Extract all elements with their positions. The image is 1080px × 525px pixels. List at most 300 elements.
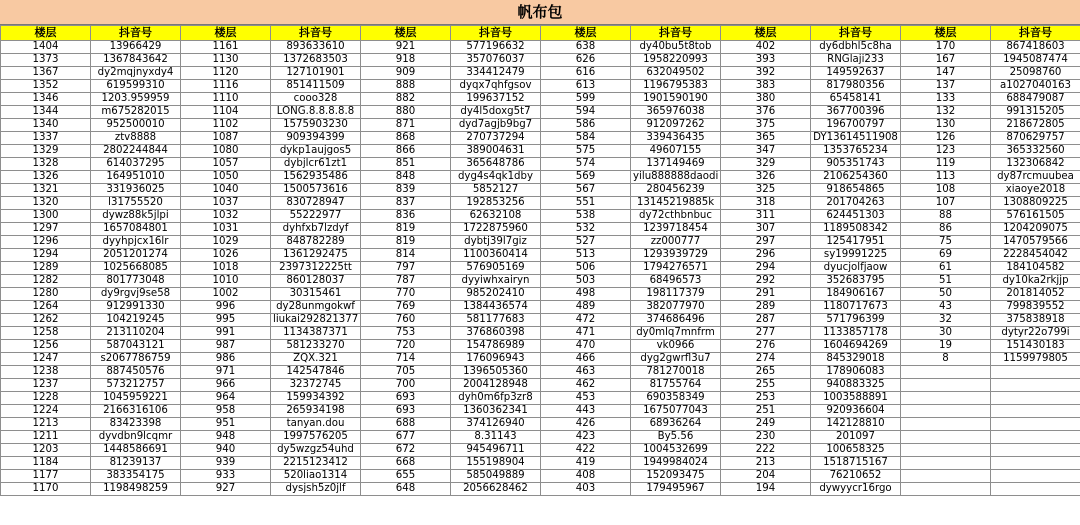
cell-floor[interactable]: 1297: [1, 223, 91, 236]
cell-floor[interactable]: 1256: [1, 340, 91, 353]
cell-douyin-id[interactable]: dyyiwhxairyn: [451, 275, 541, 288]
cell-douyin-id[interactable]: 632049502: [631, 67, 721, 80]
cell-douyin-id[interactable]: 331936025: [91, 184, 181, 197]
cell-douyin-id[interactable]: 142547846: [271, 366, 361, 379]
cell-douyin-id[interactable]: xiaoye2018: [991, 184, 1080, 197]
cell-floor[interactable]: 329: [721, 158, 811, 171]
cell-floor[interactable]: 714: [361, 353, 451, 366]
cell-floor[interactable]: 1352: [1, 80, 91, 93]
cell-douyin-id[interactable]: 520liao1314: [271, 470, 361, 483]
cell-douyin-id[interactable]: DY13614511908: [811, 132, 901, 145]
cell-douyin-id[interactable]: 376860398: [451, 327, 541, 340]
cell-douyin-id[interactable]: dyhfxb7lzdyf: [271, 223, 361, 236]
cell-floor[interactable]: 194: [721, 483, 811, 496]
cell-douyin-id[interactable]: 1372683503: [271, 54, 361, 67]
cell-floor[interactable]: 69: [901, 249, 991, 262]
cell-douyin-id[interactable]: 905351743: [811, 158, 901, 171]
cell-floor[interactable]: 1238: [1, 366, 91, 379]
cell-floor[interactable]: 1344: [1, 106, 91, 119]
cell-floor[interactable]: 1237: [1, 379, 91, 392]
cell-douyin-id[interactable]: 159934392: [271, 392, 361, 405]
cell-floor[interactable]: 851: [361, 158, 451, 171]
cell-floor[interactable]: 569: [541, 171, 631, 184]
cell-douyin-id[interactable]: 585049889: [451, 470, 541, 483]
cell-douyin-id[interactable]: 2166316106: [91, 405, 181, 418]
cell-douyin-id[interactable]: 213110204: [91, 327, 181, 340]
cell-douyin-id[interactable]: 1367843642: [91, 54, 181, 67]
cell-douyin-id[interactable]: 1003588891: [811, 392, 901, 405]
cell-floor[interactable]: 1087: [181, 132, 271, 145]
cell-floor[interactable]: 86: [901, 223, 991, 236]
cell-floor[interactable]: 43: [901, 301, 991, 314]
cell-douyin-id[interactable]: 2397312225tt: [271, 262, 361, 275]
cell-floor[interactable]: 1032: [181, 210, 271, 223]
cell-floor[interactable]: 289: [721, 301, 811, 314]
cell-floor[interactable]: 871: [361, 119, 451, 132]
cell-floor[interactable]: 927: [181, 483, 271, 496]
cell-floor[interactable]: 1203: [1, 444, 91, 457]
cell-floor[interactable]: 575: [541, 145, 631, 158]
cell-floor[interactable]: 574: [541, 158, 631, 171]
cell-floor[interactable]: 958: [181, 405, 271, 418]
cell-floor[interactable]: 61: [901, 262, 991, 275]
cell-floor[interactable]: 50: [901, 288, 991, 301]
column-header-douyin-id[interactable]: 抖音号: [991, 26, 1080, 41]
cell-douyin-id[interactable]: By5.56: [631, 431, 721, 444]
cell-douyin-id[interactable]: 952500010: [91, 119, 181, 132]
cell-floor[interactable]: 1040: [181, 184, 271, 197]
cell-douyin-id[interactable]: dy40bu5t8tob: [631, 41, 721, 54]
cell-floor[interactable]: 797: [361, 262, 451, 275]
cell-floor[interactable]: 253: [721, 392, 811, 405]
cell-douyin-id[interactable]: 137149469: [631, 158, 721, 171]
cell-douyin-id[interactable]: 127101901: [271, 67, 361, 80]
cell-floor[interactable]: 380: [721, 93, 811, 106]
cell-douyin-id[interactable]: dysjsh5z0jlf: [271, 483, 361, 496]
cell-douyin-id[interactable]: a1027040163: [991, 80, 1080, 93]
cell-douyin-id[interactable]: 624451303: [811, 210, 901, 223]
cell-floor[interactable]: 613: [541, 80, 631, 93]
cell-floor[interactable]: 1018: [181, 262, 271, 275]
cell-douyin-id[interactable]: dy4l5doxg5t7: [451, 106, 541, 119]
cell-douyin-id[interactable]: 49607155: [631, 145, 721, 158]
column-header-floor[interactable]: 楼层: [901, 26, 991, 41]
cell-douyin-id[interactable]: dy9rgvj9se58: [91, 288, 181, 301]
cell-floor[interactable]: 274: [721, 353, 811, 366]
cell-douyin-id[interactable]: 918654865: [811, 184, 901, 197]
cell-floor[interactable]: 1280: [1, 288, 91, 301]
cell-floor[interactable]: 503: [541, 275, 631, 288]
cell-floor[interactable]: 1102: [181, 119, 271, 132]
cell-floor[interactable]: 513: [541, 249, 631, 262]
cell-floor[interactable]: 1184: [1, 457, 91, 470]
cell-douyin-id[interactable]: 265934198: [271, 405, 361, 418]
cell-douyin-id[interactable]: 945496711: [451, 444, 541, 457]
cell-douyin-id[interactable]: 184104582: [991, 262, 1080, 275]
cell-floor[interactable]: 1161: [181, 41, 271, 54]
cell-douyin-id[interactable]: 985202410: [451, 288, 541, 301]
cell-floor[interactable]: 538: [541, 210, 631, 223]
cell-douyin-id[interactable]: 68936264: [631, 418, 721, 431]
cell-floor[interactable]: 700: [361, 379, 451, 392]
cell-douyin-id[interactable]: 690358349: [631, 392, 721, 405]
cell-floor[interactable]: 1031: [181, 223, 271, 236]
cell-douyin-id[interactable]: 1997576205: [271, 431, 361, 444]
cell-floor[interactable]: 463: [541, 366, 631, 379]
cell-douyin-id[interactable]: 2106254360: [811, 171, 901, 184]
cell-floor[interactable]: 1110: [181, 93, 271, 106]
column-header-floor[interactable]: 楼层: [541, 26, 631, 41]
cell-floor[interactable]: 1337: [1, 132, 91, 145]
cell-douyin-id[interactable]: 176096943: [451, 353, 541, 366]
cell-floor[interactable]: 819: [361, 236, 451, 249]
cell-douyin-id[interactable]: 1518715167: [811, 457, 901, 470]
cell-douyin-id[interactable]: 912097262: [631, 119, 721, 132]
cell-douyin-id[interactable]: 8.31143: [451, 431, 541, 444]
cell-floor[interactable]: 1010: [181, 275, 271, 288]
cell-floor[interactable]: 249: [721, 418, 811, 431]
cell-floor[interactable]: 1116: [181, 80, 271, 93]
cell-douyin-id[interactable]: 614037295: [91, 158, 181, 171]
cell-douyin-id[interactable]: [991, 444, 1080, 457]
cell-douyin-id[interactable]: 1134387371: [271, 327, 361, 340]
cell-douyin-id[interactable]: 581177683: [451, 314, 541, 327]
cell-floor[interactable]: 325: [721, 184, 811, 197]
cell-douyin-id[interactable]: 1945087474: [991, 54, 1080, 67]
cell-floor[interactable]: 132: [901, 106, 991, 119]
cell-douyin-id[interactable]: 218672805: [991, 119, 1080, 132]
cell-douyin-id[interactable]: liukai292821377: [271, 314, 361, 327]
cell-floor[interactable]: 376: [721, 106, 811, 119]
cell-douyin-id[interactable]: dyh0m6fp3zr8: [451, 392, 541, 405]
cell-douyin-id[interactable]: 920936604: [811, 405, 901, 418]
cell-douyin-id[interactable]: 13966429: [91, 41, 181, 54]
cell-floor[interactable]: 616: [541, 67, 631, 80]
cell-floor[interactable]: 1320: [1, 197, 91, 210]
cell-floor[interactable]: 19: [901, 340, 991, 353]
cell-douyin-id[interactable]: 100658325: [811, 444, 901, 457]
cell-floor[interactable]: 688: [361, 418, 451, 431]
cell-douyin-id[interactable]: 1189508342: [811, 223, 901, 236]
cell-floor[interactable]: 677: [361, 431, 451, 444]
cell-douyin-id[interactable]: dyvdbn9lcqmr: [91, 431, 181, 444]
cell-douyin-id[interactable]: 1575903230: [271, 119, 361, 132]
cell-floor[interactable]: 1247: [1, 353, 91, 366]
cell-floor[interactable]: 453: [541, 392, 631, 405]
cell-floor[interactable]: 1002: [181, 288, 271, 301]
cell-douyin-id[interactable]: 1159979805: [991, 353, 1080, 366]
cell-douyin-id[interactable]: 1239718454: [631, 223, 721, 236]
cell-floor[interactable]: 408: [541, 470, 631, 483]
cell-floor[interactable]: 971: [181, 366, 271, 379]
cell-floor[interactable]: 470: [541, 340, 631, 353]
cell-floor[interactable]: 819: [361, 223, 451, 236]
cell-floor[interactable]: 318: [721, 197, 811, 210]
cell-floor[interactable]: 1026: [181, 249, 271, 262]
cell-douyin-id[interactable]: 576161505: [991, 210, 1080, 223]
cell-douyin-id[interactable]: [991, 392, 1080, 405]
cell-floor[interactable]: 1262: [1, 314, 91, 327]
cell-floor[interactable]: 848: [361, 171, 451, 184]
cell-douyin-id[interactable]: 909394399: [271, 132, 361, 145]
cell-floor[interactable]: 760: [361, 314, 451, 327]
cell-floor[interactable]: 506: [541, 262, 631, 275]
cell-floor[interactable]: 705: [361, 366, 451, 379]
cell-douyin-id[interactable]: 365976038: [631, 106, 721, 119]
cell-douyin-id[interactable]: 184906167: [811, 288, 901, 301]
cell-floor[interactable]: 222: [721, 444, 811, 457]
cell-floor[interactable]: 133: [901, 93, 991, 106]
cell-floor[interactable]: 918: [361, 54, 451, 67]
cell-floor[interactable]: 648: [361, 483, 451, 496]
cell-floor[interactable]: 1029: [181, 236, 271, 249]
cell-douyin-id[interactable]: 940883325: [811, 379, 901, 392]
cell-douyin-id[interactable]: 1722875960: [451, 223, 541, 236]
cell-floor[interactable]: 527: [541, 236, 631, 249]
cell-douyin-id[interactable]: 1293939729: [631, 249, 721, 262]
cell-douyin-id[interactable]: s2067786759: [91, 353, 181, 366]
cell-douyin-id[interactable]: dyg4s4qk1dby: [451, 171, 541, 184]
cell-floor[interactable]: 422: [541, 444, 631, 457]
cell-douyin-id[interactable]: [991, 379, 1080, 392]
cell-douyin-id[interactable]: 867418603: [991, 41, 1080, 54]
cell-floor[interactable]: 32: [901, 314, 991, 327]
cell-floor[interactable]: 1130: [181, 54, 271, 67]
cell-douyin-id[interactable]: dyg2gwrfl3u7: [631, 353, 721, 366]
cell-floor[interactable]: 1294: [1, 249, 91, 262]
cell-floor[interactable]: 839: [361, 184, 451, 197]
cell-douyin-id[interactable]: 1657084801: [91, 223, 181, 236]
cell-douyin-id[interactable]: 201814052: [991, 288, 1080, 301]
cell-floor[interactable]: 30: [901, 327, 991, 340]
cell-douyin-id[interactable]: 1384436574: [451, 301, 541, 314]
cell-douyin-id[interactable]: 1949984024: [631, 457, 721, 470]
cell-floor[interactable]: 787: [361, 275, 451, 288]
cell-floor[interactable]: [901, 483, 991, 496]
cell-douyin-id[interactable]: dyyhpjcx16lr: [91, 236, 181, 249]
cell-douyin-id[interactable]: 1794276571: [631, 262, 721, 275]
cell-douyin-id[interactable]: 1133857178: [811, 327, 901, 340]
column-header-douyin-id[interactable]: 抖音号: [631, 26, 721, 41]
cell-floor[interactable]: 403: [541, 483, 631, 496]
cell-douyin-id[interactable]: 334412479: [451, 67, 541, 80]
cell-douyin-id[interactable]: 893633610: [271, 41, 361, 54]
cell-floor[interactable]: 255: [721, 379, 811, 392]
cell-douyin-id[interactable]: dyd7agjb9bg7: [451, 119, 541, 132]
cell-floor[interactable]: 1080: [181, 145, 271, 158]
cell-douyin-id[interactable]: 912991330: [91, 301, 181, 314]
cell-floor[interactable]: 1213: [1, 418, 91, 431]
cell-douyin-id[interactable]: 2051201274: [91, 249, 181, 262]
cell-floor[interactable]: [901, 457, 991, 470]
cell-floor[interactable]: 991: [181, 327, 271, 340]
cell-floor[interactable]: 995: [181, 314, 271, 327]
cell-floor[interactable]: 426: [541, 418, 631, 431]
cell-floor[interactable]: 753: [361, 327, 451, 340]
cell-floor[interactable]: 1300: [1, 210, 91, 223]
cell-floor[interactable]: 921: [361, 41, 451, 54]
cell-douyin-id[interactable]: 851411509: [271, 80, 361, 93]
cell-douyin-id[interactable]: 389004631: [451, 145, 541, 158]
cell-floor[interactable]: 1326: [1, 171, 91, 184]
cell-floor[interactable]: 769: [361, 301, 451, 314]
cell-floor[interactable]: 599: [541, 93, 631, 106]
cell-douyin-id[interactable]: 339436435: [631, 132, 721, 145]
cell-douyin-id[interactable]: 991315205: [991, 106, 1080, 119]
cell-douyin-id[interactable]: [991, 457, 1080, 470]
cell-floor[interactable]: 347: [721, 145, 811, 158]
cell-floor[interactable]: [901, 431, 991, 444]
cell-douyin-id[interactable]: 1353765234: [811, 145, 901, 158]
cell-floor[interactable]: 1170: [1, 483, 91, 496]
cell-douyin-id[interactable]: dybtj39l7giz: [451, 236, 541, 249]
cell-douyin-id[interactable]: dybjlcr61zt1: [271, 158, 361, 171]
cell-douyin-id[interactable]: 164951010: [91, 171, 181, 184]
cell-douyin-id[interactable]: 192853256: [451, 197, 541, 210]
cell-floor[interactable]: 1404: [1, 41, 91, 54]
cell-floor[interactable]: 1211: [1, 431, 91, 444]
cell-douyin-id[interactable]: dy2mqjnyxdy4: [91, 67, 181, 80]
cell-floor[interactable]: 1367: [1, 67, 91, 80]
cell-douyin-id[interactable]: 55222977: [271, 210, 361, 223]
cell-douyin-id[interactable]: dywz88k5jlpi: [91, 210, 181, 223]
cell-floor[interactable]: 489: [541, 301, 631, 314]
cell-douyin-id[interactable]: 688479087: [991, 93, 1080, 106]
cell-douyin-id[interactable]: 1448586691: [91, 444, 181, 457]
cell-douyin-id[interactable]: 1470579566: [991, 236, 1080, 249]
cell-floor[interactable]: 987: [181, 340, 271, 353]
cell-douyin-id[interactable]: [991, 405, 1080, 418]
cell-floor[interactable]: 277: [721, 327, 811, 340]
cell-floor[interactable]: 291: [721, 288, 811, 301]
cell-floor[interactable]: 498: [541, 288, 631, 301]
cell-douyin-id[interactable]: 32372745: [271, 379, 361, 392]
cell-douyin-id[interactable]: 1204209075: [991, 223, 1080, 236]
cell-douyin-id[interactable]: dy72cthbnbuc: [631, 210, 721, 223]
cell-douyin-id[interactable]: 199637152: [451, 93, 541, 106]
cell-floor[interactable]: 365: [721, 132, 811, 145]
cell-floor[interactable]: 693: [361, 405, 451, 418]
column-header-floor[interactable]: 楼层: [1, 26, 91, 41]
cell-douyin-id[interactable]: 81755764: [631, 379, 721, 392]
cell-douyin-id[interactable]: dy10ka2rkjjp: [991, 275, 1080, 288]
cell-douyin-id[interactable]: 81239137: [91, 457, 181, 470]
cell-floor[interactable]: 1296: [1, 236, 91, 249]
column-header-floor[interactable]: 楼层: [721, 26, 811, 41]
cell-douyin-id[interactable]: RNGlaji233: [811, 54, 901, 67]
cell-floor[interactable]: 311: [721, 210, 811, 223]
cell-floor[interactable]: [901, 392, 991, 405]
cell-floor[interactable]: [901, 444, 991, 457]
cell-douyin-id[interactable]: dy6dbhl5c8ha: [811, 41, 901, 54]
cell-douyin-id[interactable]: 848782289: [271, 236, 361, 249]
cell-douyin-id[interactable]: 201704263: [811, 197, 901, 210]
cell-floor[interactable]: 836: [361, 210, 451, 223]
column-header-douyin-id[interactable]: 抖音号: [451, 26, 541, 41]
cell-douyin-id[interactable]: 198117379: [631, 288, 721, 301]
cell-floor[interactable]: 419: [541, 457, 631, 470]
cell-floor[interactable]: 940: [181, 444, 271, 457]
column-header-floor[interactable]: 楼层: [361, 26, 451, 41]
cell-douyin-id[interactable]: cooo328: [271, 93, 361, 106]
cell-floor[interactable]: 51: [901, 275, 991, 288]
cell-floor[interactable]: 147: [901, 67, 991, 80]
cell-douyin-id[interactable]: 155198904: [451, 457, 541, 470]
cell-douyin-id[interactable]: 781270018: [631, 366, 721, 379]
cell-douyin-id[interactable]: 1196795383: [631, 80, 721, 93]
cell-douyin-id[interactable]: 2215123412: [271, 457, 361, 470]
cell-douyin-id[interactable]: 132306842: [991, 158, 1080, 171]
cell-douyin-id[interactable]: yilu888888daodi: [631, 171, 721, 184]
column-header-floor[interactable]: 楼层: [181, 26, 271, 41]
cell-floor[interactable]: 551: [541, 197, 631, 210]
cell-floor[interactable]: 638: [541, 41, 631, 54]
cell-douyin-id[interactable]: 1604694269: [811, 340, 901, 353]
cell-floor[interactable]: 986: [181, 353, 271, 366]
cell-douyin-id[interactable]: 196700797: [811, 119, 901, 132]
cell-floor[interactable]: 392: [721, 67, 811, 80]
cell-floor[interactable]: 443: [541, 405, 631, 418]
cell-floor[interactable]: 123: [901, 145, 991, 158]
cell-douyin-id[interactable]: 577196632: [451, 41, 541, 54]
cell-douyin-id[interactable]: 270737294: [451, 132, 541, 145]
cell-douyin-id[interactable]: 845329018: [811, 353, 901, 366]
cell-floor[interactable]: 1373: [1, 54, 91, 67]
cell-floor[interactable]: 1258: [1, 327, 91, 340]
cell-douyin-id[interactable]: 1360362341: [451, 405, 541, 418]
cell-douyin-id[interactable]: 887450576: [91, 366, 181, 379]
cell-douyin-id[interactable]: 83423398: [91, 418, 181, 431]
cell-floor[interactable]: 567: [541, 184, 631, 197]
cell-floor[interactable]: 230: [721, 431, 811, 444]
cell-douyin-id[interactable]: dy28unmgokwf: [271, 301, 361, 314]
cell-douyin-id[interactable]: 68496573: [631, 275, 721, 288]
cell-douyin-id[interactable]: 870629757: [991, 132, 1080, 145]
cell-douyin-id[interactable]: 2228454042: [991, 249, 1080, 262]
cell-douyin-id[interactable]: l31755520: [91, 197, 181, 210]
cell-douyin-id[interactable]: zz000777: [631, 236, 721, 249]
cell-douyin-id[interactable]: 125417951: [811, 236, 901, 249]
cell-floor[interactable]: 326: [721, 171, 811, 184]
cell-douyin-id[interactable]: 1396505360: [451, 366, 541, 379]
cell-douyin-id[interactable]: [991, 470, 1080, 483]
cell-floor[interactable]: 126: [901, 132, 991, 145]
cell-floor[interactable]: 8: [901, 353, 991, 366]
cell-floor[interactable]: 626: [541, 54, 631, 67]
cell-floor[interactable]: 1050: [181, 171, 271, 184]
cell-floor[interactable]: 532: [541, 223, 631, 236]
cell-douyin-id[interactable]: sy19991225: [811, 249, 901, 262]
cell-douyin-id[interactable]: m675282015: [91, 106, 181, 119]
cell-douyin-id[interactable]: 375838918: [991, 314, 1080, 327]
cell-floor[interactable]: 866: [361, 145, 451, 158]
cell-floor[interactable]: 466: [541, 353, 631, 366]
cell-floor[interactable]: 462: [541, 379, 631, 392]
cell-douyin-id[interactable]: 352683795: [811, 275, 901, 288]
cell-floor[interactable]: 204: [721, 470, 811, 483]
cell-floor[interactable]: 888: [361, 80, 451, 93]
cell-floor[interactable]: 1037: [181, 197, 271, 210]
cell-floor[interactable]: 130: [901, 119, 991, 132]
cell-douyin-id[interactable]: dyqx7qhfgsov: [451, 80, 541, 93]
cell-floor[interactable]: 307: [721, 223, 811, 236]
cell-floor[interactable]: 1224: [1, 405, 91, 418]
cell-floor[interactable]: 933: [181, 470, 271, 483]
cell-douyin-id[interactable]: 2004128948: [451, 379, 541, 392]
cell-floor[interactable]: 375: [721, 119, 811, 132]
cell-floor[interactable]: 1104: [181, 106, 271, 119]
cell-douyin-id[interactable]: 799839552: [991, 301, 1080, 314]
